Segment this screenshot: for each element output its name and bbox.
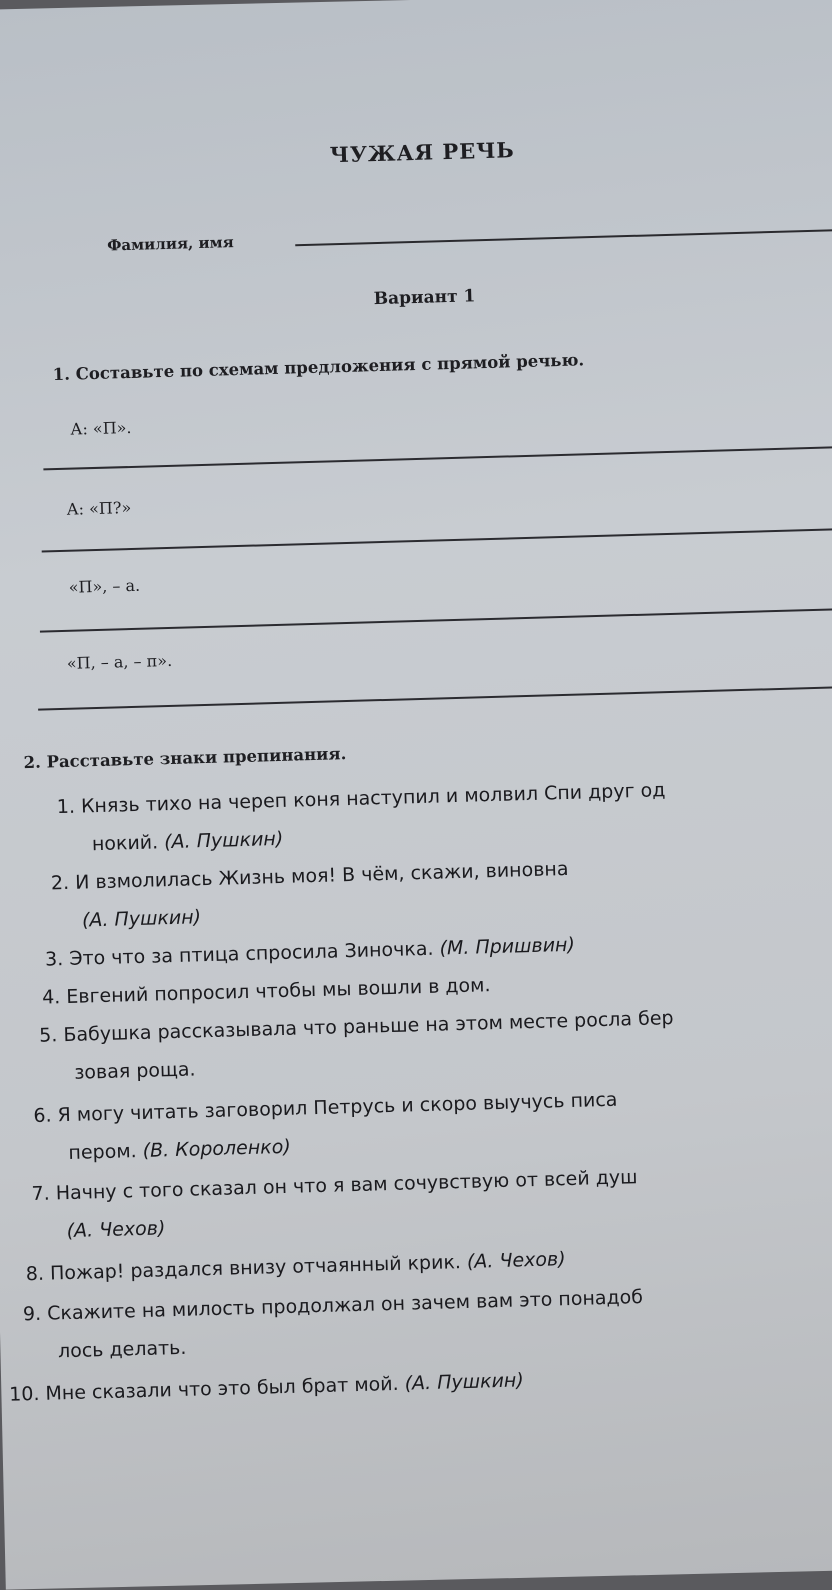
item-text: Мне сказали что это был брат мой. bbox=[45, 1372, 399, 1405]
item-number: 9. bbox=[22, 1302, 42, 1326]
item-number: 10. bbox=[8, 1382, 40, 1406]
item-number: 5. bbox=[38, 1024, 58, 1047]
exercise-item-5 bbox=[39, 999, 675, 1093]
item-number: 1. bbox=[56, 795, 76, 819]
item-author: (В. Короленко) bbox=[142, 1135, 292, 1162]
item-text: Это что за птица спросила Зиночка. bbox=[68, 937, 434, 970]
item-author: (А. Пушкин) bbox=[404, 1369, 525, 1395]
exercise-item-7 bbox=[31, 1158, 639, 1251]
item-text-cont: пером. bbox=[68, 1140, 137, 1164]
answer-line-3 bbox=[40, 608, 832, 633]
item-author: (А. Пушкин) bbox=[163, 827, 284, 854]
item-text: И взмолилась Жизнь моя! В чём, скажи, виновна bbox=[74, 857, 569, 894]
item-text: Начну с того сказал он что я вам сочувствую от всей душ bbox=[55, 1166, 638, 1205]
exercise-item-6 bbox=[33, 1081, 619, 1173]
item-text: Евгений попросил чтобы мы вошли в дом. bbox=[66, 974, 491, 1008]
task1-heading: 1. Составьте по схемам предложения с прямой речью. bbox=[52, 350, 585, 385]
item-text-cont: нокий. bbox=[91, 831, 159, 856]
item-text: Пожар! раздался внизу отчаянный крик. bbox=[49, 1251, 462, 1285]
item-number: 4. bbox=[41, 986, 61, 1009]
item-author: (А. Пушкин) bbox=[81, 906, 202, 932]
item-author: (А. Чехов) bbox=[466, 1248, 566, 1273]
item-text: Скажите на милость продолжал он зачем вам это понадоб bbox=[46, 1286, 644, 1325]
name-answer-line bbox=[295, 229, 832, 246]
exercise-item-1 bbox=[56, 771, 667, 864]
answer-line-1 bbox=[43, 446, 832, 471]
item-text: Князь тихо на череп коня наступил и молвил Спи друг од bbox=[80, 779, 666, 818]
scheme-2: А: «П?» bbox=[66, 497, 132, 519]
name-label: Фамилия, имя bbox=[106, 233, 234, 255]
variant-heading: Вариант 1 bbox=[373, 286, 476, 310]
page-title: ЧУЖАЯ РЕЧЬ bbox=[329, 137, 516, 168]
item-number: 6. bbox=[33, 1104, 52, 1127]
scheme-3: «П», – а. bbox=[68, 575, 141, 597]
answer-line-4 bbox=[38, 686, 832, 711]
item-text-cont: зовая роща. bbox=[73, 1058, 196, 1084]
item-text: Бабушка рассказывала что раньше на этом месте росла бер bbox=[63, 1007, 674, 1047]
item-text: Я могу читать заговорил Петрусь и скоро выучусь писа bbox=[57, 1088, 618, 1127]
item-number: 2. bbox=[50, 871, 70, 895]
item-text-cont: лось делать. bbox=[57, 1336, 187, 1363]
exercise-item-9 bbox=[22, 1278, 644, 1371]
item-number: 8. bbox=[25, 1262, 45, 1286]
scheme-1: А: «П». bbox=[70, 417, 132, 439]
item-number: 3. bbox=[44, 948, 64, 971]
scheme-4: «П, – а, – п». bbox=[66, 650, 173, 673]
item-author: (А. Чехов) bbox=[66, 1217, 166, 1243]
item-author: (М. Пришвин) bbox=[439, 933, 576, 960]
task2-heading: 2. Расставьте знаки препинания. bbox=[23, 744, 347, 773]
answer-line-2 bbox=[42, 528, 832, 553]
exercise-item-2 bbox=[50, 850, 570, 940]
item-number: 7. bbox=[31, 1182, 51, 1206]
